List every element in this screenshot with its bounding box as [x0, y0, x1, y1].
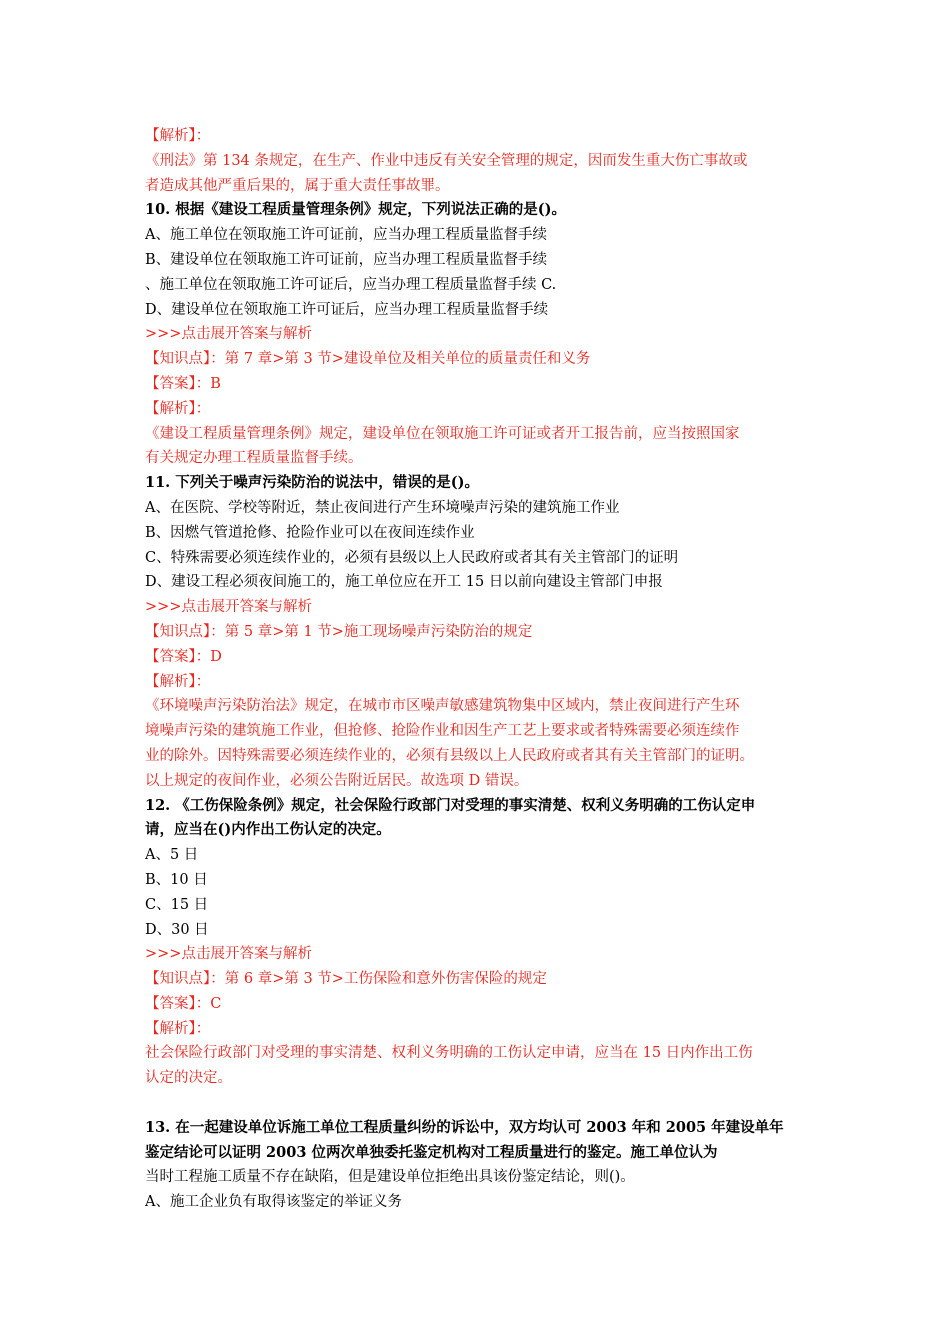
- analysis-text: 有关规定办理工程质量监督手续。: [145, 450, 363, 467]
- analysis-heading: 【解析】：: [145, 400, 211, 417]
- option-line: A、5 日: [145, 847, 199, 864]
- knowledge-point-line: 【知识点】：第 7 章>第 3 节>建设单位及相关单位的质量责任和义务: [145, 351, 591, 368]
- knowledge-point-line: 【知识点】：第 5 章>第 1 节>施工现场噪声污染防治的规定: [145, 623, 533, 640]
- analysis-text: 者造成其他严重后果的，属于重大责任事故罪。: [145, 177, 450, 194]
- answer-line: 【答案】：B: [145, 375, 221, 392]
- analysis-heading: 【解析】：: [145, 128, 211, 144]
- analysis-heading: 【解析】：: [145, 673, 211, 690]
- analysis-text: 《环境噪声污染防治法》规定，在城市市区噪声敏感建筑物集中区域内，禁止夜间进行产生环: [145, 698, 740, 715]
- blank-line: [145, 1091, 813, 1116]
- analysis-text: 境噪声污染的建筑施工作业，但抢修、抢险作业和因生产工艺上要求或者特殊需要必须连续作: [145, 723, 740, 740]
- option-line: D、建设工程必须夜间施工的，施工单位应在开工 15 日以前向建设主管部门申报: [145, 574, 663, 591]
- analysis-text: 以上规定的夜间作业，必须公告附近居民。故选项 D 错误。: [145, 772, 529, 789]
- question-text: 11. 下列关于噪声污染防治的说法中，错误的是()。: [145, 474, 479, 492]
- expand-answer-link[interactable]: >>>点击展开答案与解析: [145, 599, 312, 616]
- option-line: A、在医院、学校等附近，禁止夜间进行产生环境噪声污染的建筑施工作业: [145, 499, 620, 516]
- option-line: D、30 日: [145, 921, 209, 938]
- knowledge-point-line: 【知识点】：第 6 章>第 3 节>工伤保险和意外伤害保险的规定: [145, 971, 547, 988]
- text-line: 当时工程施工质量不存在缺陷，但是建设单位拒绝出具该份鉴定结论，则()。: [145, 1169, 635, 1186]
- analysis-text: 业的除外。因特殊需要必须连续作业的，必须有县级以上人民政府或者其有关主管部门的证明。: [145, 747, 754, 764]
- analysis-text: 《刑法》第 134 条规定，在生产、作业中违反有关安全管理的规定，因而发生重大伤亡事故或: [145, 152, 748, 169]
- option-line: A、施工企业负有取得该鉴定的举证义务: [145, 1194, 402, 1211]
- option-line: A、施工单位在领取施工许可证前，应当办理工程质量监督手续: [145, 227, 547, 244]
- question-text: 10. 根据《建设工程质量管理条例》规定，下列说法正确的是()。: [145, 201, 566, 219]
- document-body: [145, 124, 813, 1215]
- option-line: B、10 日: [145, 871, 208, 888]
- analysis-text: 《建设工程质量管理条例》规定，建设单位在领取施工许可证或者开工报告前，应当按照国家: [145, 425, 740, 442]
- option-line: D、建设单位在领取施工许可证后，应当办理工程质量监督手续: [145, 301, 549, 318]
- option-line: C、15 日: [145, 896, 209, 913]
- analysis-text: 认定的决定。: [145, 1070, 232, 1087]
- option-line: 、施工单位在领取施工许可证后，应当办理工程质量监督手续 C.: [145, 276, 557, 293]
- answer-line: 【答案】：C: [145, 995, 222, 1012]
- answer-line: 【答案】：D: [145, 648, 222, 665]
- question-text: 鉴定结论可以证明 2003 位两次单独委托鉴定机构对工程质量进行的鉴定。施工单位认为: [145, 1143, 718, 1161]
- analysis-heading: 【解析】：: [145, 1020, 211, 1037]
- question-text: 13. 在一起建设单位诉施工单位工程质量纠纷的诉讼中，双方均认可 2003 年和 2005 年建设单年: [145, 1118, 784, 1136]
- analysis-text: 社会保险行政部门对受理的事实清楚、权利义务明确的工伤认定申请，应当在 15 日内作出工伤: [145, 1045, 753, 1062]
- question-text: 请，应当在()内作出工伤认定的决定。: [145, 821, 391, 839]
- expand-answer-link[interactable]: >>>点击展开答案与解析: [145, 326, 312, 343]
- option-line: B、建设单位在领取施工许可证前，应当办理工程质量监督手续: [145, 251, 548, 268]
- option-line: B、因燃气管道抢修、抢险作业可以在夜间连续作业: [145, 524, 475, 541]
- question-text: 12. 《工伤保险条例》规定，社会保险行政部门对受理的事实清楚、权利义务明确的工伤认定申: [145, 796, 756, 814]
- expand-answer-link[interactable]: >>>点击展开答案与解析: [145, 946, 312, 963]
- option-line: C、特殊需要必须连续作业的，必须有县级以上人民政府或者其有关主管部门的证明: [145, 549, 679, 566]
